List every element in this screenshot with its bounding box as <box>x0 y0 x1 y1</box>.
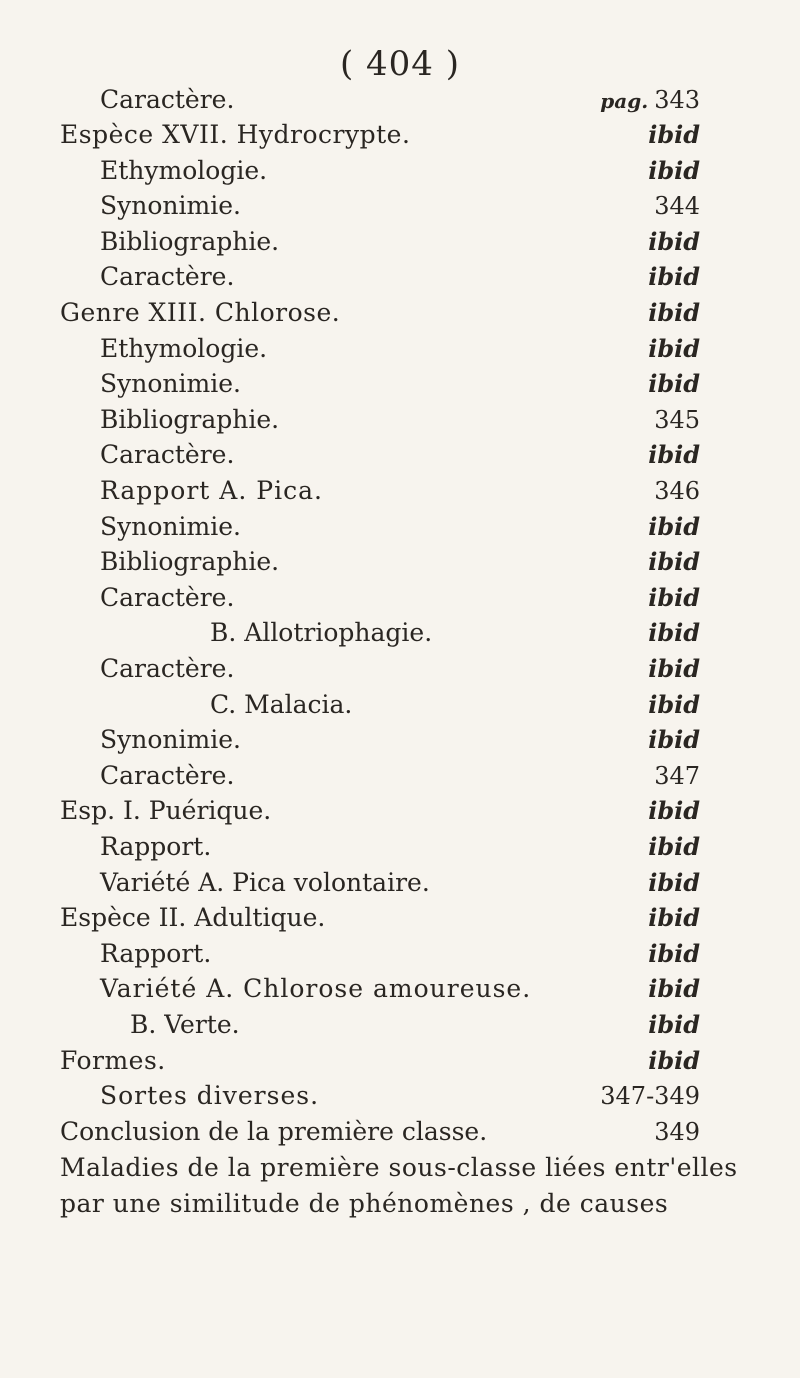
toc-entry-page: ibid <box>648 547 700 576</box>
toc-entry-page: ibid <box>648 974 700 1003</box>
toc-row <box>0 829 800 865</box>
toc-entry-label: Rapport. <box>100 939 212 968</box>
toc-entry-label: Caractère. <box>100 761 235 790</box>
toc-entry-label: Caractère. <box>100 262 235 291</box>
toc-row <box>0 971 800 1007</box>
toc-entry-page: ibid <box>648 156 700 185</box>
toc-entry-label: Synonimie. <box>100 512 241 541</box>
toc-entry-page: ibid <box>648 939 700 968</box>
toc-row <box>0 1007 800 1043</box>
toc-entry-page: ibid <box>648 583 700 612</box>
toc-entry-page: ibid <box>648 654 700 683</box>
toc-row <box>0 402 800 438</box>
toc-row <box>0 615 800 651</box>
toc-entry-label: Formes. <box>60 1046 166 1075</box>
toc-entry-page: ibid <box>648 262 700 291</box>
toc-row <box>0 1043 800 1079</box>
toc-entry-page: 349 <box>654 1118 700 1146</box>
toc-row <box>0 544 800 580</box>
toc-row <box>0 473 800 509</box>
toc-entry-page-value: 343 <box>654 86 700 114</box>
toc-entry-page: ibid <box>648 1046 700 1075</box>
toc-entry-label: Sortes diverses. <box>100 1081 320 1110</box>
toc-entry-label: Ethymologie. <box>100 334 268 363</box>
page-number: ( 404 ) <box>339 44 461 84</box>
toc-row <box>0 936 800 972</box>
toc-entry-page: ibid <box>648 832 700 861</box>
toc-row <box>0 188 800 224</box>
final-paragraph-line: par une similitude de phénomènes , de causes <box>60 1189 669 1218</box>
toc-entry-page: ibid <box>648 440 700 469</box>
toc-entry-label: Conclusion de la première classe. <box>60 1117 488 1146</box>
toc-row <box>0 793 800 829</box>
toc-entry-label: Caractère. <box>100 85 235 114</box>
toc-row <box>0 1114 800 1150</box>
toc-row <box>0 117 800 153</box>
toc-entry-page: ibid <box>648 298 700 327</box>
toc-row <box>0 295 800 331</box>
toc-entry-page: ibid <box>648 690 700 719</box>
toc-row <box>0 331 800 367</box>
toc-row <box>0 758 800 794</box>
toc-entry-page <box>600 82 700 119</box>
toc-entry-label: Caractère. <box>100 654 235 683</box>
toc-row <box>0 259 800 295</box>
toc-row <box>0 82 800 118</box>
toc-entry-label: C. Malacia. <box>210 690 353 719</box>
toc-entry-page: ibid <box>648 1010 700 1039</box>
toc-entry-page: ibid <box>648 334 700 363</box>
toc-entry-label: Bibliographie. <box>100 547 280 576</box>
toc-entry-page: ibid <box>648 227 700 256</box>
toc-entry-page: ibid <box>648 369 700 398</box>
toc-row <box>0 722 800 758</box>
toc-entry-label: Synonimie. <box>100 725 241 754</box>
toc-entry-label: Genre XIII. Chlorose. <box>60 298 341 327</box>
toc-entry-label: Bibliographie. <box>100 405 280 434</box>
toc-entry-label: Bibliographie. <box>100 227 280 256</box>
toc-row <box>0 509 800 545</box>
toc-entry-label: Espèce II. Adultique. <box>60 903 326 932</box>
toc-row <box>0 366 800 402</box>
toc-entry-label: B. Verte. <box>130 1010 240 1039</box>
toc-entry-label: Synonimie. <box>100 191 241 220</box>
toc-entry-label: Caractère. <box>100 440 235 469</box>
toc-row <box>0 865 800 901</box>
toc-entry-label: Variété A. Pica volontaire. <box>100 868 430 897</box>
toc-entry-page: 344 <box>654 192 700 220</box>
toc-entry-page: ibid <box>648 796 700 825</box>
toc-row <box>0 651 800 687</box>
toc-entry-label: Rapport. <box>100 832 212 861</box>
toc-entry-page: ibid <box>648 868 700 897</box>
toc-entry-label: B. Allotriophagie. <box>210 618 433 647</box>
toc-row <box>0 1078 800 1114</box>
toc-entry-label: Variété A. Chlorose amoureuse. <box>100 974 532 1003</box>
toc-entry-page: 346 <box>654 477 700 505</box>
final-paragraph-line: Maladies de la première sous-classe liées entr'elles <box>60 1153 738 1182</box>
pag-prefix: pag. <box>600 89 649 113</box>
toc-entry-page: 345 <box>654 406 700 434</box>
toc-entry-page: ibid <box>648 725 700 754</box>
toc-row <box>0 437 800 473</box>
toc-entry-label: Rapport A. Pica. <box>100 476 323 505</box>
toc-entry-label: Ethymologie. <box>100 156 268 185</box>
toc-entry-label: Espèce XVII. Hydrocrypte. <box>60 120 411 149</box>
toc-entry-page: 347-349 <box>600 1082 700 1110</box>
toc-row <box>0 580 800 616</box>
toc-entry-page: ibid <box>648 618 700 647</box>
toc-entry-page: ibid <box>648 903 700 932</box>
toc-entry-label: Esp. I. Puérique. <box>60 796 272 825</box>
toc-entry-page: ibid <box>648 120 700 149</box>
toc-row <box>0 224 800 260</box>
toc-entry-label: Synonimie. <box>100 369 241 398</box>
toc-entry-label: Caractère. <box>100 583 235 612</box>
toc-row <box>0 687 800 723</box>
toc-row <box>0 153 800 189</box>
toc-entry-page: 347 <box>654 762 700 790</box>
toc-entry-page: ibid <box>648 512 700 541</box>
toc-row <box>0 900 800 936</box>
